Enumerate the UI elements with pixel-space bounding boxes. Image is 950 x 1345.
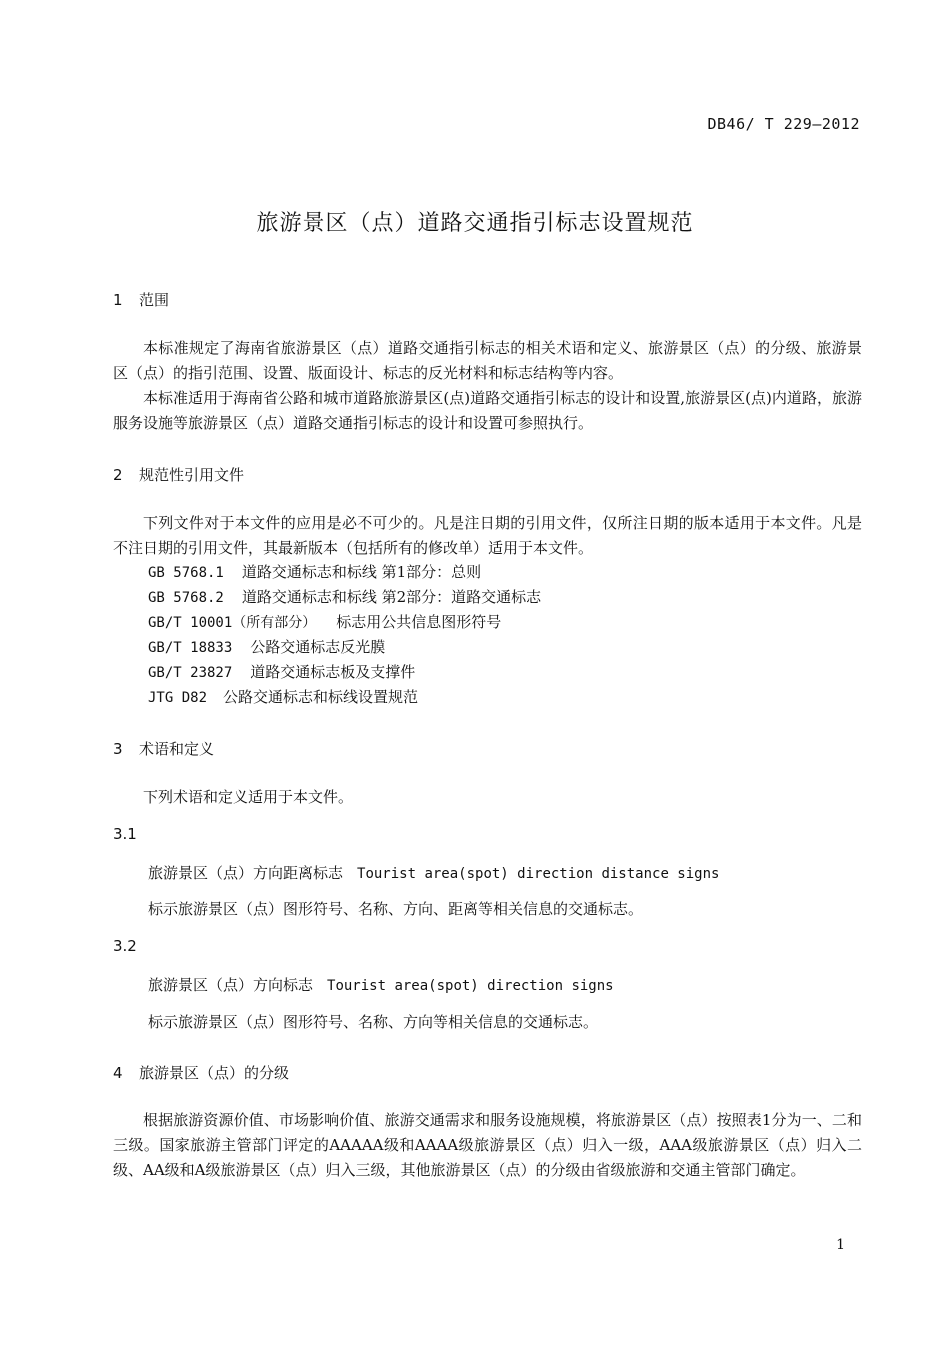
reference-item	[148, 611, 501, 632]
term-number: 3.2	[113, 937, 137, 955]
reference-code: GB/T 18833	[148, 640, 233, 656]
term-heading	[148, 974, 614, 995]
section-1-heading	[113, 289, 169, 310]
reference-item	[148, 661, 415, 682]
section-1-paragraph-1: 本标准规定了海南省旅游景区（点）道路交通指引标志的相关术语和定义、旅游景区（点）的分级、旅游景区（点）的指引范围、设置、版面设计、标志的反光材料和标志结构等内容。	[113, 339, 862, 382]
term-cn: 旅游景区（点）方向距离标志	[148, 864, 344, 882]
reference-title: 标志用公共信息图形符号	[336, 613, 502, 631]
reference-title: 公路交通标志反光膜	[250, 638, 386, 656]
reference-title: 道路交通标志板及支撑件	[250, 663, 416, 681]
section-2-heading	[113, 464, 244, 485]
section-4-heading	[113, 1062, 289, 1083]
reference-code: GB/T 23827	[148, 665, 233, 681]
section-3-intro: 下列术语和定义适用于本文件。	[143, 788, 354, 806]
section-number: 4	[113, 1064, 123, 1082]
reference-title: 道路交通标志和标线 第2部分：道路交通标志	[241, 588, 542, 606]
term-cn: 旅游景区（点）方向标志	[148, 976, 314, 994]
reference-code: GB 5768.2	[148, 590, 224, 606]
section-number: 3	[113, 740, 123, 758]
term-number: 3.1	[113, 825, 137, 843]
page-title: 旅游景区（点）道路交通指引标志设置规范	[256, 211, 694, 236]
term-en: Tourist area(spot) direction signs	[327, 978, 614, 994]
term-definition: 标示旅游景区（点）图形符号、名称、方向、距离等相关信息的交通标志。	[148, 900, 644, 918]
reference-code: GB 5768.1	[148, 565, 224, 581]
term-en: Tourist area(spot) direction distance signs	[357, 866, 720, 882]
section-title: 规范性引用文件	[139, 466, 245, 484]
term-heading	[148, 862, 719, 883]
doc-number: DB46/ T 229—2012	[707, 115, 860, 133]
section-title: 旅游景区（点）的分级	[139, 1064, 290, 1082]
reference-item	[148, 586, 541, 607]
reference-item	[148, 561, 481, 582]
reference-title: 公路交通标志和标线设置规范	[223, 688, 419, 706]
section-title: 范围	[139, 291, 170, 309]
section-1-paragraph-2: 本标准适用于海南省公路和城市道路旅游景区(点)道路交通指引标志的设计和设置,旅游景区(点)内道路，旅游服务设施等旅游景区（点）道路交通指引标志的设计和设置可参照执行。	[113, 389, 862, 432]
section-3-heading	[113, 738, 214, 759]
section-4-paragraph: 根据旅游资源价值、市场影响价值、旅游交通需求和服务设施规模，将旅游景区（点）按照表1分为一、二和三级。国家旅游主管部门评定的AAAAA级和AAAA级旅游景区（点）归入一级，AAA级旅游景区（点）归入二级、AA级和A级旅游景区（点）归入三级，其他旅游景区（点）的分级由省级旅游和交通主管部门确定。	[113, 1111, 862, 1179]
section-number: 1	[113, 291, 123, 309]
page-number: 1	[836, 1237, 845, 1253]
reference-code: JTG D82	[148, 690, 208, 706]
section-title: 术语和定义	[139, 740, 215, 758]
section-2-intro: 下列文件对于本文件的应用是必不可少的。凡是注日期的引用文件，仅所注日期的版本适用于本文件。凡是不注日期的引用文件，其最新版本（包括所有的修改单）适用于本文件。	[113, 514, 862, 557]
reference-code: GB/T 10001（所有部分）	[148, 615, 317, 631]
reference-title: 道路交通标志和标线 第1部分：总则	[241, 563, 482, 581]
reference-item	[148, 686, 418, 707]
term-definition: 标示旅游景区（点）图形符号、名称、方向等相关信息的交通标志。	[148, 1013, 599, 1031]
reference-item	[148, 636, 385, 657]
section-number: 2	[113, 466, 123, 484]
